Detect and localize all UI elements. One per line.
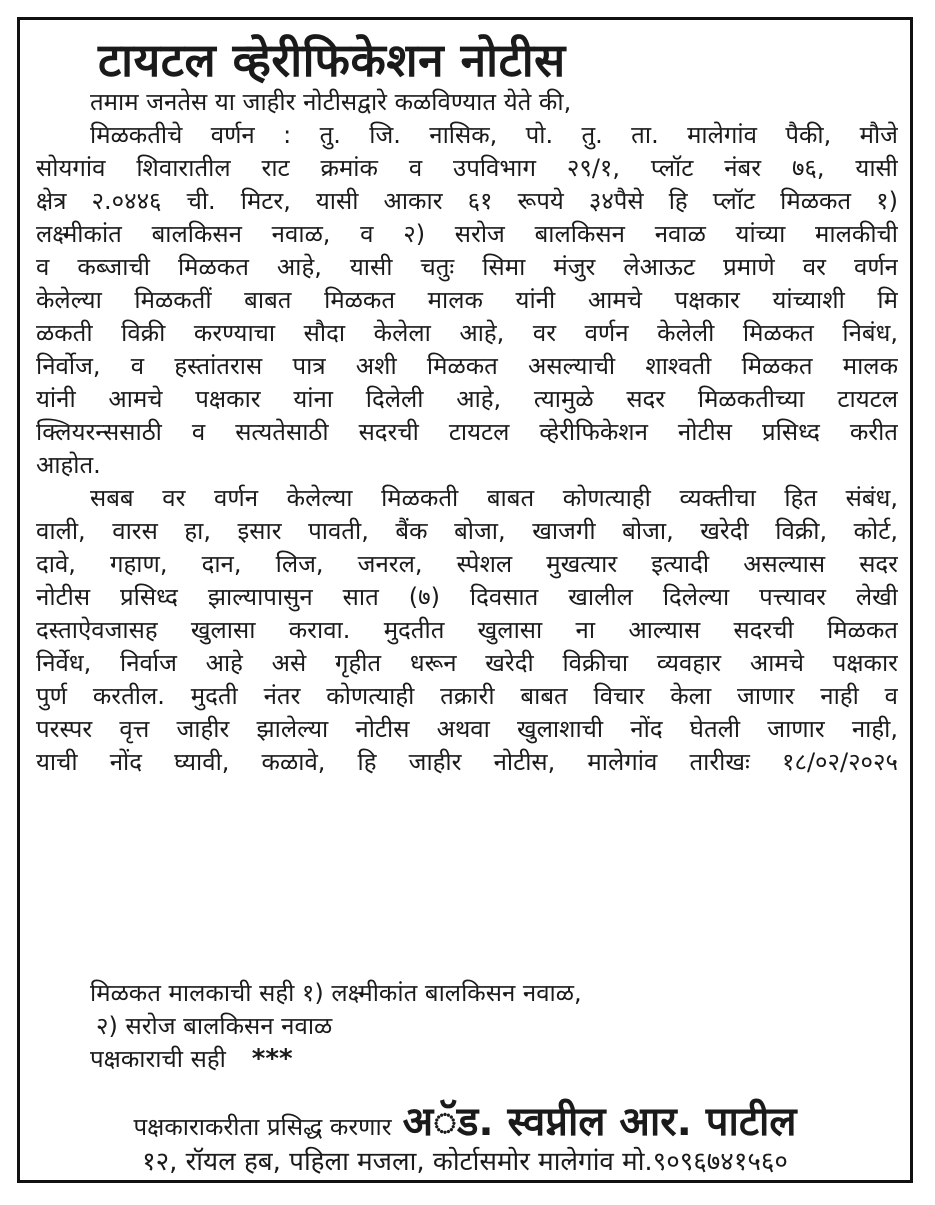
notice-line: नोटीस प्रसिध्द झाल्यापासुन सात (७) दिवसात खालील दिलेल्या पत्त्यावर लेखी — [36, 583, 898, 611]
notice-body — [36, 86, 898, 779]
notice-line: दावे, गहाण, दान, लिज, जनरल, स्पेशल मुखत्यार इत्यादी असल्यास सदर — [36, 550, 898, 578]
client-signature-line — [36, 1043, 898, 1076]
notice-line: आहोत. — [36, 451, 101, 479]
signature-block — [36, 977, 898, 1076]
publisher-line — [20, 1092, 910, 1147]
notice-line: पुर्ण करतील. मुदती नंतर कोणत्याही तक्रारी बाबत विचार केला जाणार नाही व — [36, 682, 898, 710]
notice-line: मिळकतीचे वर्णन : तु. जि. नासिक, पो. तु. ता. मालेगांव पैकी, मौजे — [90, 121, 898, 149]
notice-line: क्षेत्र २.०४४६ ची. मिटर, यासी आकार ६१ रूपये ३४पैसे हि प्लॉट मिळकत १) — [36, 187, 898, 215]
notice-line: क्लियरन्ससाठी व सत्यतेसाठी सदरची टायटल व्हेरीफिकेशन नोटीस प्रसिध्द करीत — [36, 418, 898, 446]
notice-line: परस्पर वृत्त जाहीर झालेल्या नोटीस अथवा खुलाशाची नोंद घेतली जाणार नाही, — [36, 715, 898, 743]
publisher-label: पक्षकाराकरीता प्रसिद्ध करणार — [133, 1113, 392, 1141]
notice-line: दस्ताऐवजासह खुलासा करावा. मुदतीत खुलासा ना आल्यास सदरची मिळकत — [36, 616, 898, 644]
notice-line: व कब्जाची मिळकत आहे, यासी चतुः सिमा मंजुर लेआऊट प्रमाणे वर वर्णन — [36, 253, 898, 281]
notice-line: ळकती विक्री करण्याचा सौदा केलेला आहे, वर वर्णन केलेली मिळकत निबंध, — [36, 319, 898, 347]
client-signature-label: पक्षकाराची सही — [90, 1045, 226, 1073]
notice-line: लक्ष्मीकांत बालकिसन नवाळ, व २) सरोज बालकिसन नवाळ यांच्या मालकीची — [36, 220, 898, 248]
notice-line: केलेल्या मिळकतीं बाबत मिळकत मालक यांनी आमचे पक्षकार यांच्याशी मि — [36, 286, 898, 314]
notice-line: निर्वेध, निर्वाज आहे असे गृहीत धरून खरेदी विक्रीचा व्यवहार आमचे पक्षकार — [36, 649, 898, 677]
notice-line: निर्वोज, व हस्तांतरास पात्र अशी मिळकत असल्याची शाश्वती मिळकत मालक — [36, 352, 898, 380]
owner-signature-second: २) सरोज बालकिसन नवाळ — [96, 1012, 333, 1040]
notice-line: तमाम जनतेस या जाहीर नोटीसद्वारे कळविण्यात येते की, — [90, 88, 572, 116]
notice-title: टायटल व्हेरीफिकेशन नोटीस — [98, 33, 566, 87]
notice-line: सोयगांव शिवारातील राट क्रमांक व उपविभाग २९/१, प्लॉट नंबर ७६, यासी — [36, 154, 898, 182]
publisher-name: अॅड. स्वप्नील आर. पाटील — [402, 1099, 797, 1145]
notice-line: वाली, वारस हा, इसार पावती, बैंक बोजा, खाजगी बोजा, खरेदी विक्री, कोर्ट, — [36, 517, 898, 545]
owner-signature: मिळकत मालकाची सही १) लक्ष्मीकांत बालकिसन नवाळ, — [90, 979, 582, 1007]
signature-stars: *** — [251, 1044, 293, 1074]
notice-line: याची नोंद घ्यावी, कळावे, हि जाहीर नोटीस, मालेगांव तारीखः १८/०२/२०२५ — [36, 748, 898, 776]
notice-line: यांनी आमचे पक्षकार यांना दिलेली आहे, त्यामुळे सदर मिळकतीच्या टायटल — [36, 385, 898, 413]
notice-frame — [17, 17, 913, 1183]
publisher-address: १२, रॉयल हब, पहिला मजला, कोर्टासमोर मालेगांव मो.९०९६७४१५६० — [142, 1147, 788, 1177]
notice-line: सबब वर वर्णन केलेल्या मिळकती बाबत कोणत्याही व्यक्तीचा हित संबंध, — [90, 484, 898, 512]
